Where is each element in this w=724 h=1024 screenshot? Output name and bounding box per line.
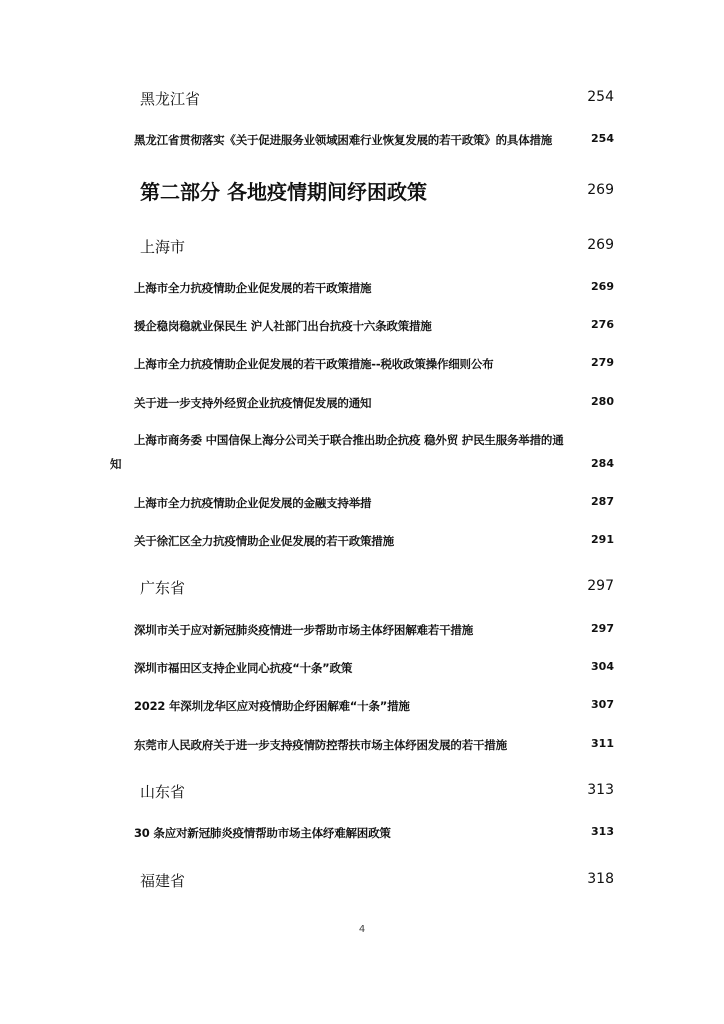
toc-entry[interactable]: [0, 432, 724, 472]
entry-page: 287: [591, 495, 614, 508]
part-page: 269: [587, 182, 614, 198]
entry-page: 269: [591, 280, 614, 293]
section-page: 318: [587, 871, 614, 887]
entry-page: 311: [591, 737, 614, 750]
entry-title: 上海市全力抗疫情助企业促发展的若干政策措施--税收政策操作细则公布: [134, 357, 494, 371]
section-title: 福建省: [140, 872, 186, 890]
section-title: 黑龙江省: [140, 90, 201, 108]
entry-page: 313: [591, 825, 614, 838]
entry-page: 307: [591, 698, 614, 711]
section-title: 上海市: [140, 238, 186, 256]
entry-title: 深圳市关于应对新冠肺炎疫情进一步帮助市场主体纾困解难若干措施: [134, 623, 473, 637]
entry-title-continued: 知: [110, 457, 122, 471]
entry-page: 284: [591, 457, 614, 470]
entry-page: 304: [591, 660, 614, 673]
section-page: 313: [587, 782, 614, 798]
entry-title: 30 条应对新冠肺炎疫情帮助市场主体纾难解困政策: [134, 826, 391, 840]
entry-title: 黑龙江省贯彻落实《关于促进服务业领域困难行业恢复发展的若干政策》的具体措施: [134, 133, 553, 147]
page-number: 4: [358, 924, 366, 935]
entry-page: 279: [591, 356, 614, 369]
section-page: 254: [587, 89, 614, 105]
section-title: 广东省: [140, 579, 186, 597]
entry-page: 254: [591, 132, 614, 145]
entry-title: 关于徐汇区全力抗疫情助企业促发展的若干政策措施: [134, 534, 394, 548]
entry-page: 291: [591, 533, 614, 546]
entry-title: 关于进一步支持外经贸企业抗疫情促发展的通知: [134, 396, 372, 410]
entry-page: 297: [591, 622, 614, 635]
entry-title: 上海市商务委 中国信保上海分公司关于联合推出助企抗疫 稳外贸 护民生服务举措的通: [134, 433, 564, 447]
entry-title: 2022 年深圳龙华区应对疫情助企纾困解难“十条”措施: [134, 699, 410, 713]
part-title: 第二部分 各地疫情期间纾困政策: [140, 180, 427, 204]
entry-page: 276: [591, 318, 614, 331]
entry-title: 东莞市人民政府关于进一步支持疫情防控帮扶市场主体纾困发展的若干措施: [134, 738, 507, 752]
section-title: 山东省: [140, 783, 186, 801]
entry-title: 深圳市福田区支持企业同心抗疫“十条”政策: [134, 661, 353, 675]
entry-title: 援企稳岗稳就业保民生 沪人社部门出台抗疫十六条政策措施: [134, 319, 432, 333]
entry-title: 上海市全力抗疫情助企业促发展的金融支持举措: [134, 496, 372, 510]
section-page: 297: [587, 578, 614, 594]
entry-page: 280: [591, 395, 614, 408]
section-page: 269: [587, 237, 614, 253]
entry-title: 上海市全力抗疫情助企业促发展的若干政策措施: [134, 281, 372, 295]
